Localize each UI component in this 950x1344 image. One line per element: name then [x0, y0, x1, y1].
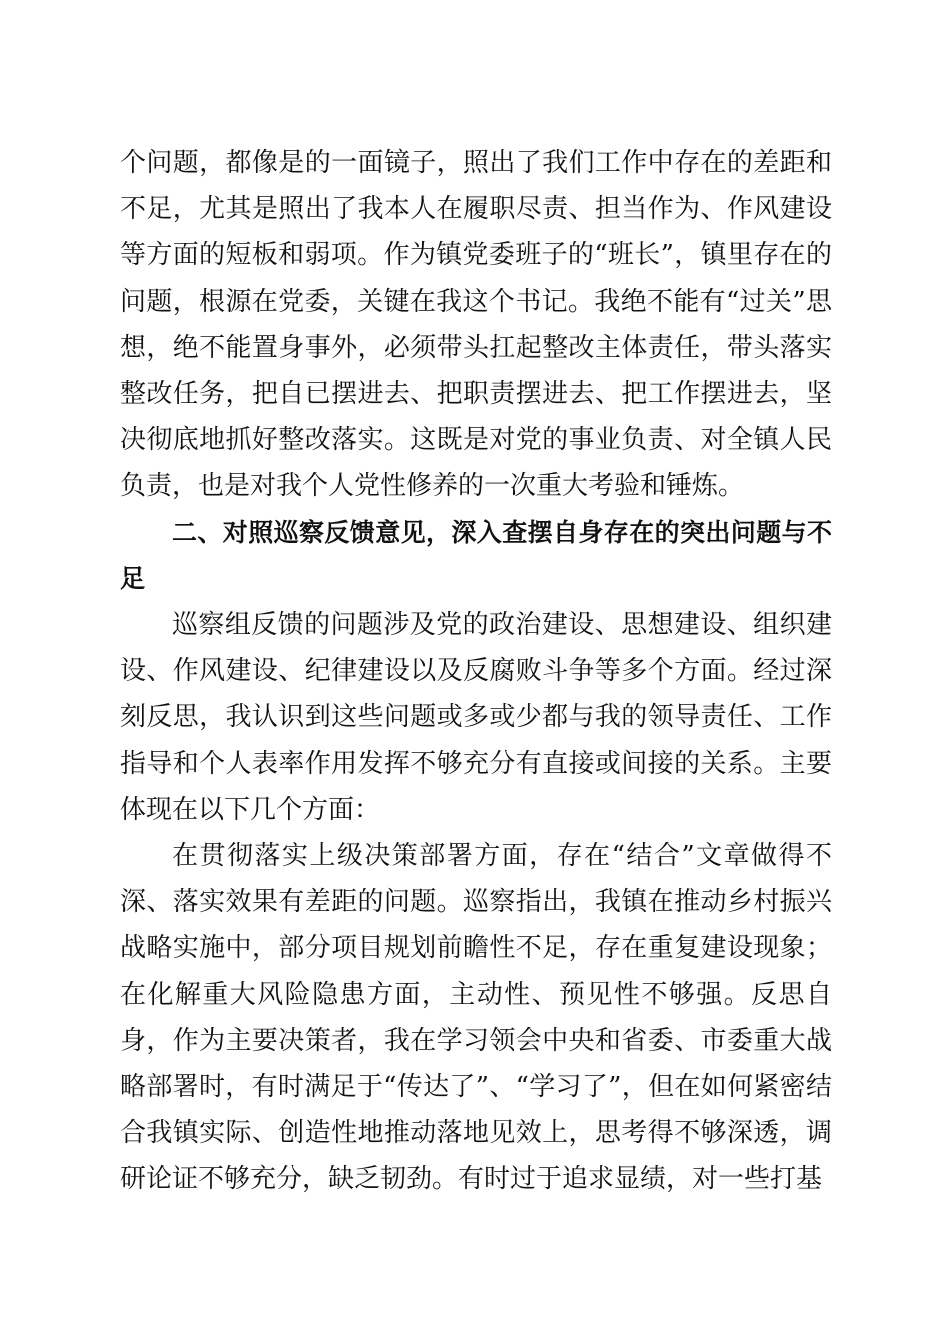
paragraph-implementation-issues: 在贯彻落实上级决策部署方面，存在“结合”文章做得不深、落实效果有差距的问题。巡察指出，我镇在推动乡村振兴战略实施中，部分项目规划前瞻性不足，存在重复建设现象；在化解重大风险隐患方面，主动性、预见性不够强。反思自身，作为主要决策者，我在学习领会中央和省委、市委重大战略部署时，有时满足于“传达了”、“学习了”，但在如何紧密结合我镇实际、创造性地推动落地见效上，思考得不够深透，调研论证不够充分，缺乏韧劲。有时过于追求显绩，对一些打基 [120, 841, 832, 1195]
paragraph-continuation: 个问题，都像是的一面镜子，照出了我们工作中存在的差距和不足，尤其是照出了我本人在履职尽责、担当作为、作风建设等方面的短板和弱项。作为镇党委班子的“班长”，镇里存在的问题，根源在党委，关键在我这个书记。我绝不能有“过关”思想，绝不能置身事外，必须带头扛起整改主体责任，带头落实整改任务，把自已摆进去、把职责摆进去、把工作摆进去，坚决彻底地抓好整改落实。这既是对党的事业负责、对全镇人民负责，也是对我个人党性修养的一次重大考验和锤炼。 [120, 148, 832, 502]
document-body [120, 140, 832, 1203]
paragraph-inspection-overview: 巡察组反馈的问题涉及党的政治建设、思想建设、组织建设、作风建设、纪律建设以及反腐败斗争等多个方面。经过深刻反思，我认识到这些问题或多或少都与我的领导责任、工作指导和个人表率作用发挥不够充分有直接或间接的关系。主要体现在以下几个方面： [120, 610, 832, 825]
section-heading-2: 二、对照巡察反馈意见，深入查摆自身存在的突出问题与不足 [120, 517, 832, 593]
